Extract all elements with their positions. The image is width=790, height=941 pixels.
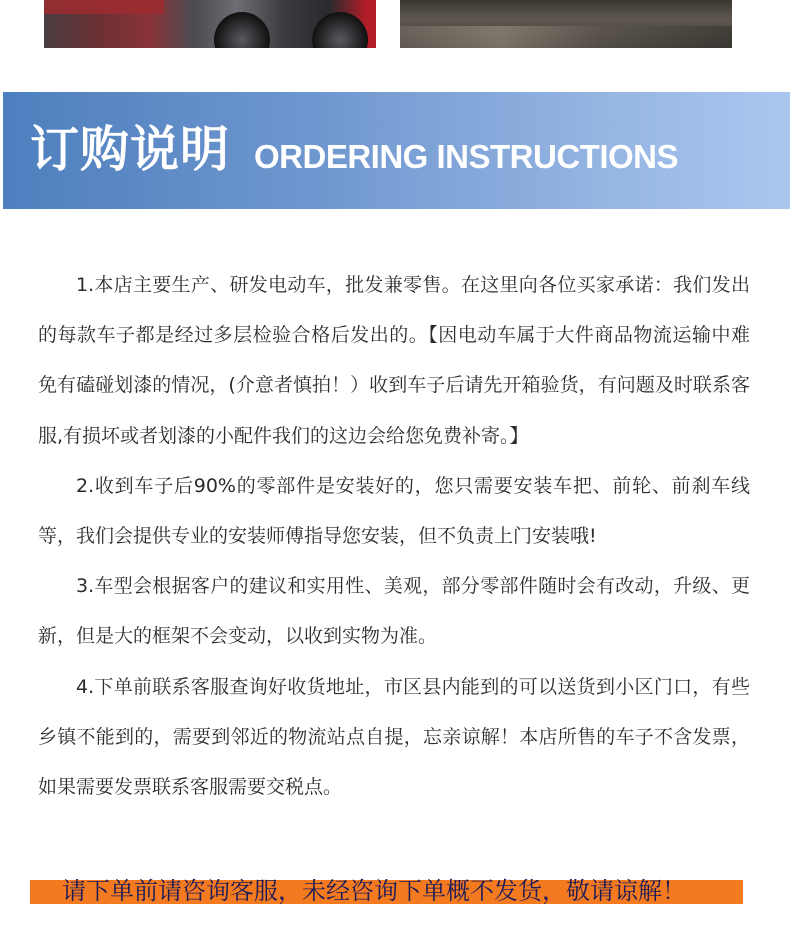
instruction-paragraph-3: 3.车型会根据客户的建议和实用性、美观，部分零部件随时会有改动，升级、更新，但是大的框架不会变动，以收到实物为准。	[38, 575, 750, 648]
banner-title-english: ORDERING INSTRUCTIONS	[254, 138, 679, 175]
truck-body-stripe	[44, 0, 164, 14]
notice-text: 请下单前请咨询客服，未经咨询下单概不发货，敬请谅解！	[62, 877, 686, 905]
instruction-paragraph-1: 1.本店主要生产、研发电动车，批发兼零售。在这里向各位买家承诺：我们发出的每款车子都是经过多层检验合格后发出的。【因电动车属于大件商品物流运输中难免有磕碰划漆的情况，(介意者慎拍！）收到车子后请先开箱验货，有问题及时联系客服,有损坏或者划漆的小配件我们的这边会给您免费补寄。】	[38, 274, 750, 447]
truck-wheel	[312, 12, 368, 48]
banner-title-chinese: 订购说明	[30, 121, 231, 178]
instruction-paragraph-2: 2.收到车子后90%的零部件是安装好的，您只需要安装车把、前轮、前刹车线等，我们会提供专业的安装师傅指导您安装，但不负责上门安装哦!	[38, 474, 750, 548]
truck-photo	[44, 0, 376, 48]
instruction-paragraph-4: 4.下单前联系客服查询好收货地址，市区县内能到的可以送货到小区门口，有些乡镇不能到的，需要到邻近的物流站点自提，忘亲谅解！本店所售的车子不含发票，如果需要发票联系客服需要交税点。	[38, 675, 750, 799]
warehouse-photo	[400, 0, 732, 48]
section-banner	[3, 92, 790, 209]
notice-bar	[30, 877, 743, 905]
warehouse-floor	[400, 26, 732, 48]
product-photo-strip	[0, 0, 790, 60]
truck-wheel	[214, 12, 270, 48]
instructions-body	[38, 260, 750, 812]
